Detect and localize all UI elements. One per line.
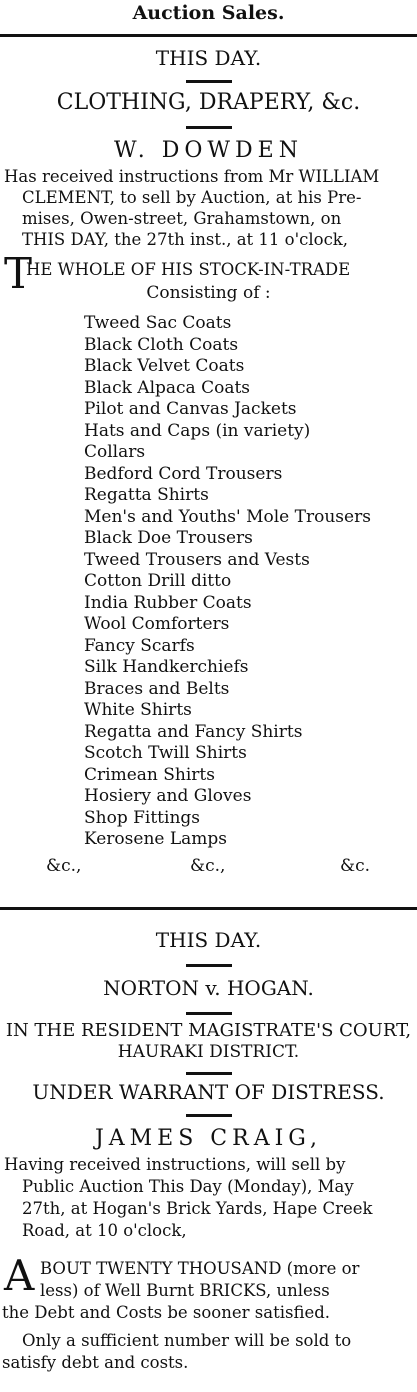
- list-item: Regatta and Fancy Shirts: [84, 722, 303, 742]
- list-item: Pilot and Canvas Jackets: [84, 399, 297, 419]
- ad1-intro-line-4: THIS DAY, the 27th inst., at 11 o'clock,: [22, 230, 349, 249]
- ad1-intro-line-2: CLEMENT, to sell by Auction, at his Pre-: [22, 188, 362, 207]
- list-item: Cotton Drill ditto: [84, 571, 232, 591]
- ad2-divider-2: [186, 1012, 232, 1015]
- list-item: Fancy Scarfs: [84, 636, 195, 656]
- ad2-this-day: THIS DAY.: [155, 928, 262, 952]
- ad1-stock-heading: HE WHOLE OF HIS STOCK-IN-TRADE: [26, 260, 351, 279]
- ad2-case: NORTON v. HOGAN.: [103, 976, 314, 1000]
- list-item: Shop Fittings: [84, 808, 201, 828]
- ad1-divider-2: [186, 126, 232, 129]
- list-item: White Shirts: [84, 700, 192, 720]
- list-item: Braces and Belts: [84, 679, 230, 699]
- list-item: Black Alpaca Coats: [84, 378, 251, 398]
- ad2-dropcap: A: [4, 1251, 35, 1300]
- ad2-court-line-2: HAURAKI DISTRICT.: [117, 1042, 300, 1062]
- list-item: Bedford Cord Trousers: [84, 464, 283, 484]
- list-item: Tweed Trousers and Vests: [84, 550, 310, 570]
- ad1-consisting: Consisting of :: [146, 283, 271, 303]
- list-item: Wool Comforters: [84, 614, 230, 634]
- ad2-intro-line-2: Public Auction This Day (Monday), May: [22, 1177, 354, 1196]
- list-item: Scotch Twill Shirts: [84, 743, 247, 763]
- ad1-this-day: THIS DAY.: [155, 46, 262, 70]
- list-item: Collars: [84, 442, 146, 462]
- list-item: India Rubber Coats: [84, 593, 252, 613]
- ad2-about-line-1: BOUT TWENTY THOUSAND (more or: [40, 1259, 360, 1278]
- ad1-dropcap: T: [4, 249, 33, 298]
- ad2-intro-line-4: Road, at 10 o'clock,: [22, 1221, 187, 1240]
- list-item: Tweed Sac Coats: [84, 313, 232, 333]
- list-item: Black Doe Trousers: [84, 528, 253, 548]
- ad1-auctioneer: W. DOWDEN: [114, 138, 303, 163]
- ad2-intro-line-1: Having received instructions, will sell by: [4, 1155, 346, 1174]
- header-rule: [0, 34, 417, 37]
- list-item: Crimean Shirts: [84, 765, 215, 785]
- list-item: Hats and Caps (in variety): [84, 421, 311, 441]
- ad2-court-line-1: IN THE RESIDENT MAGISTRATE'S COURT,: [5, 1020, 412, 1041]
- list-item: Black Cloth Coats: [84, 335, 239, 355]
- ad2-final-line-1: Only a sufficient number will be sold to: [22, 1331, 352, 1350]
- ad2-final-line-2: satisfy debt and costs.: [2, 1353, 189, 1372]
- ad1-etc-3: &c.: [340, 856, 371, 876]
- ad2-intro-line-3: 27th, at Hogan's Brick Yards, Hape Creek: [22, 1199, 373, 1218]
- ad2-divider-3: [186, 1072, 232, 1075]
- ad1-title: CLOTHING, DRAPERY, &c.: [56, 90, 361, 115]
- ad2-about-line-2: less) of Well Burnt BRICKS, unless: [40, 1281, 330, 1300]
- list-item: Hosiery and Gloves: [84, 786, 252, 806]
- list-item: Black Velvet Coats: [84, 356, 245, 376]
- list-item: Kerosene Lamps: [84, 829, 228, 849]
- ad1-etc-1: &c.,: [46, 856, 82, 876]
- list-item: Regatta Shirts: [84, 485, 209, 505]
- list-item: Silk Handkerchiefs: [84, 657, 249, 677]
- list-item: Men's and Youths' Mole Trousers: [84, 507, 371, 527]
- ad2-warrant: UNDER WARRANT OF DISTRESS.: [32, 1080, 385, 1104]
- ad1-etc-2: &c.,: [190, 856, 226, 876]
- ad2-divider-4: [186, 1114, 232, 1117]
- ad2-divider-1: [186, 964, 232, 967]
- ad1-divider-1: [186, 80, 232, 83]
- ad2-auctioneer: JAMES CRAIG,: [94, 1126, 323, 1151]
- ad1-intro-line-1: Has received instructions from Mr WILLIAM: [4, 167, 380, 186]
- ad1-intro-line-3: mises, Owen-street, Grahamstown, on: [22, 209, 342, 228]
- ad2-about-line-3: the Debt and Costs be sooner satisfied.: [2, 1303, 331, 1322]
- section-rule: [0, 907, 417, 910]
- section-header: Auction Sales.: [132, 2, 285, 24]
